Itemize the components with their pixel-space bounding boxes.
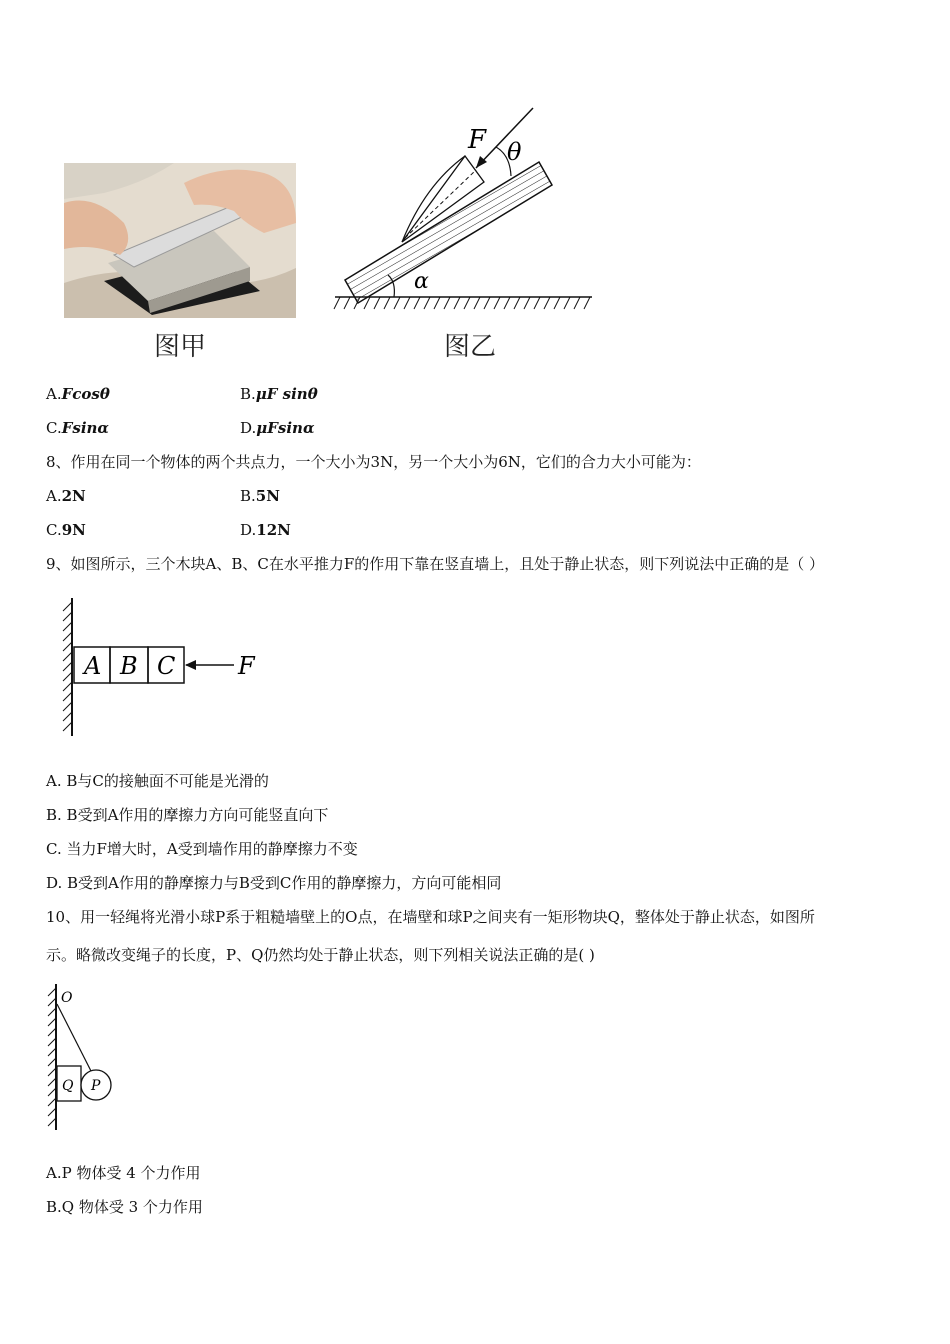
- wall-hatching: [63, 602, 72, 731]
- q8-option-d[interactable]: [240, 520, 291, 540]
- option-letter: C.: [46, 419, 62, 437]
- option-text: 12N: [256, 521, 291, 539]
- option-text: 9N: [61, 521, 86, 539]
- wall-hatching: [48, 988, 56, 1126]
- blocks-against-wall-diagram: [58, 594, 268, 740]
- option-text: 5N: [255, 487, 280, 505]
- q10-option-b[interactable]: B.Q 物体受 3 个力作用: [46, 1198, 203, 1216]
- diagram-caption: 图乙: [444, 332, 497, 362]
- incline-force-diagram: [330, 100, 600, 315]
- knife-sharpening-photo: [64, 163, 296, 318]
- q9-option-c[interactable]: C. 当力F增大时，A受到墙作用的静摩擦力不变: [46, 840, 358, 858]
- label-o: O: [61, 990, 73, 1006]
- label-b: B: [120, 652, 138, 680]
- option-text: 2N: [61, 487, 86, 505]
- label-p: P: [91, 1078, 101, 1094]
- ball-rope-wall-diagram: [44, 982, 124, 1134]
- q7-option-b[interactable]: [240, 384, 318, 404]
- q9-option-a[interactable]: A. B与C的接触面不可能是光滑的: [46, 772, 269, 790]
- ground-hatching: [334, 297, 590, 309]
- option-letter: B.: [240, 385, 256, 403]
- q8-option-c[interactable]: [46, 520, 86, 540]
- q8-stem: 8、作用在同一个物体的两个共点力，一个大小为3N，另一个大小为6N，它们的合力大小可能为：: [46, 453, 701, 471]
- label-q: Q: [62, 1078, 74, 1094]
- label-theta: θ: [507, 138, 522, 166]
- q7-option-d[interactable]: [240, 418, 315, 438]
- q9-stem: 9、如图所示，三个木块A、B、C在水平推力F的作用下靠在竖直墙上，且处于静止状态，则下列说法中正确的是（ ）: [46, 555, 825, 573]
- q10-option-a[interactable]: A.P 物体受 4 个力作用: [46, 1164, 201, 1182]
- option-letter: B.: [240, 487, 256, 505]
- option-letter: D.: [240, 419, 257, 437]
- option-letter: A.: [46, 385, 62, 403]
- label-force: F: [238, 652, 255, 680]
- label-alpha: α: [414, 269, 429, 294]
- q8-option-a[interactable]: [46, 486, 86, 506]
- q7-option-c[interactable]: [46, 418, 109, 438]
- option-text: μFsinα: [256, 419, 315, 437]
- photo-caption: 图甲: [154, 332, 207, 362]
- label-c: C: [157, 652, 176, 680]
- option-text: Fcosθ: [61, 385, 110, 403]
- q8-option-b[interactable]: [240, 486, 280, 506]
- option-letter: D.: [240, 521, 257, 539]
- q7-option-a[interactable]: [46, 384, 110, 404]
- label-f: F: [468, 125, 487, 155]
- option-letter: C.: [46, 521, 62, 539]
- q10-stem-line2: 示。略微改变绳子的长度，P、Q仍然均处于静止状态，则下列相关说法正确的是( ): [46, 946, 595, 964]
- q9-option-d[interactable]: D. B受到A作用的静摩擦力与B受到C作用的静摩擦力，方向可能相同: [46, 874, 502, 892]
- q9-option-b[interactable]: B. B受到A作用的摩擦力方向可能竖直向下: [46, 806, 329, 824]
- option-text: μF sinθ: [255, 385, 318, 403]
- photo-illustration: [64, 163, 296, 318]
- rope: [57, 1004, 92, 1073]
- q10-stem-line1: 10、用一轻绳将光滑小球P系于粗糙墙壁上的O点，在墙壁和球P之间夹有一矩形物块Q，整体处于静止状态，如图所: [46, 908, 815, 926]
- label-a: A: [84, 652, 102, 680]
- option-letter: A.: [46, 487, 62, 505]
- option-text: Fsinα: [61, 419, 109, 437]
